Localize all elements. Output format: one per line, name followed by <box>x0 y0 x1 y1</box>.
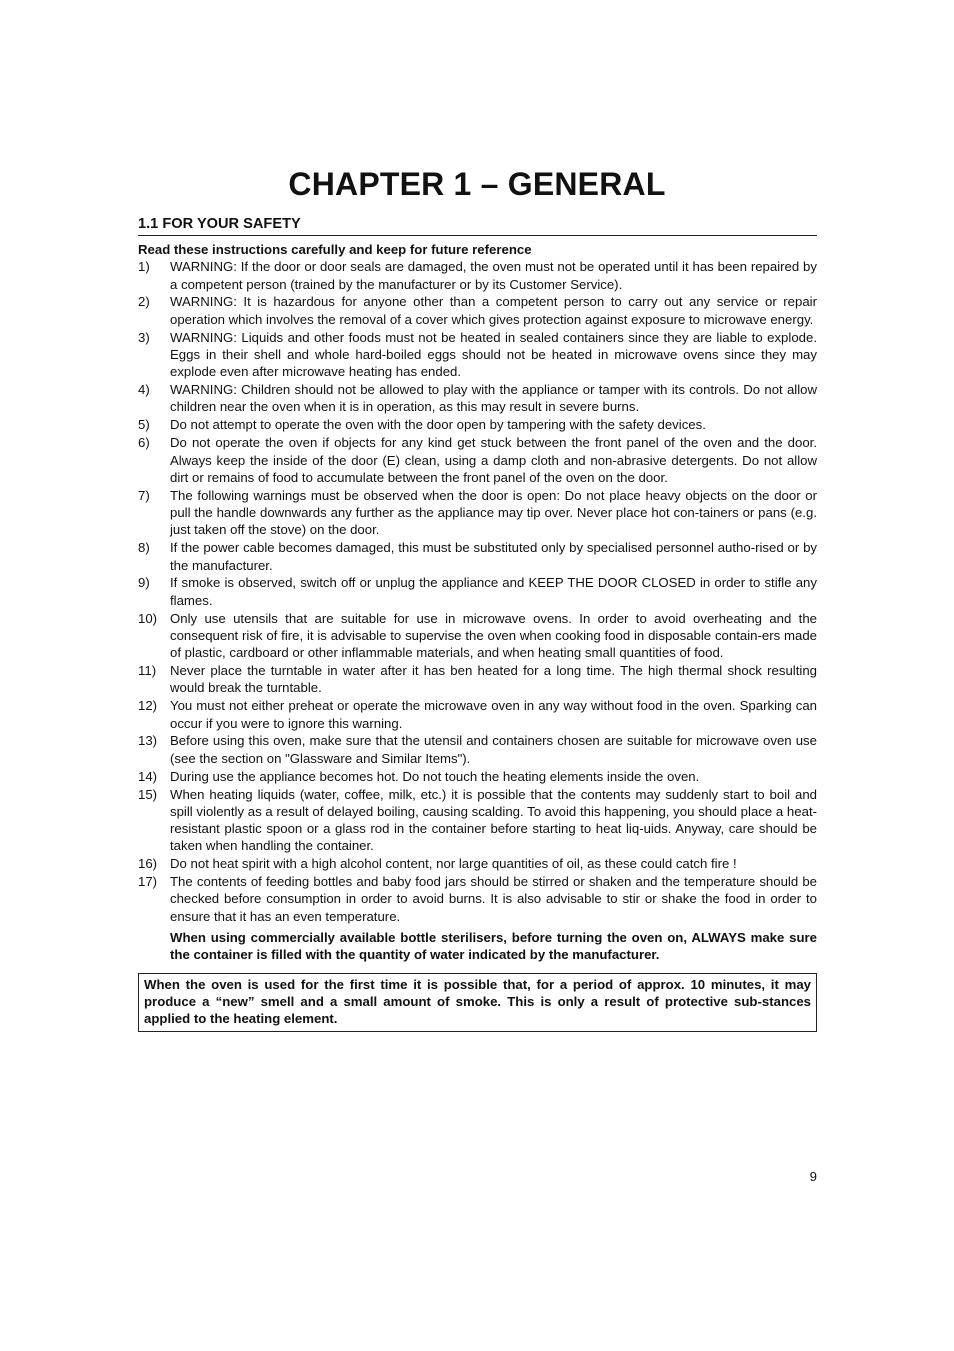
list-item <box>138 434 817 486</box>
safety-section <box>138 214 817 1032</box>
item-number: 15) <box>138 786 158 802</box>
list-item <box>138 697 817 732</box>
list-item <box>138 873 817 925</box>
section-intro: Read these instructions carefully and keep for future reference <box>138 242 532 257</box>
list-item <box>138 574 817 609</box>
item-number: 9) <box>138 575 150 591</box>
list-item <box>138 610 817 662</box>
item-number: 3) <box>138 329 150 345</box>
item-text: WARNING: Liquids and other foods must not be heated in sealed containers since they are liable to explode. Eggs in their shell and whole hard-boiled eggs should not be heated in microwave ovens since they may explode even after microwave heating has ended. <box>170 329 817 380</box>
list-item <box>138 329 817 381</box>
list-item <box>138 381 817 416</box>
item-text: WARNING: It is hazardous for anyone other than a competent person to carry out any service or repair operation which involves the removal of a cover which gives protection against exposure to microwave energy. <box>170 294 817 327</box>
section-heading: 1.1 FOR YOUR SAFETY <box>138 214 817 236</box>
list-item <box>138 487 817 539</box>
item-text: Do not operate the oven if objects for any kind get stuck between the front panel of the oven and the door. Always keep the inside of the door (E) clean, using a damp cloth and non-abrasive detergents. Do not allow dirt or remains of food to accumulate between the front panel of the oven on the door. <box>170 435 817 485</box>
item-text: Do not attempt to operate the oven with the door open by tampering with the safety devices. <box>170 417 706 433</box>
page-number: 9 <box>809 1169 817 1184</box>
list-item <box>138 855 817 872</box>
chapter-title: CHAPTER 1 – GENERAL <box>288 166 666 202</box>
item-text: Never place the turntable in water after it has ben heated for a long time. The high thermal shock resulting would break the turntable. <box>170 663 817 696</box>
item-text: During use the appliance becomes hot. Do not touch the heating elements inside the oven. <box>170 768 700 784</box>
list-item <box>138 293 817 328</box>
item-text: You must not either preheat or operate the microwave oven in any way without food in the oven. Sparking can occur if you were to ignore this warning. <box>170 698 817 731</box>
item-number: 10) <box>138 610 158 626</box>
item-text: The following warnings must be observed when the door is open: Do not place heavy objects on the door or pull the handle downwards any further as the appliance may tip over. Never place hot con-tainers or pans (e.g. just taken off the stove) on the door. <box>170 487 817 538</box>
sterilizer-note: When using commercially available bottle sterilisers, before turning the oven on, ALWAYS make sure the container is filled with the quantity of water indicated by the manufacturer. <box>170 930 817 963</box>
item-number: 12) <box>138 698 158 714</box>
item-number: 7) <box>138 487 150 503</box>
item-number: 2) <box>138 294 150 310</box>
item-number: 16) <box>138 856 158 872</box>
first-use-notice-box: When the oven is used for the first time it is possible that, for a period of approx. 10 minutes, it may produce a “new” smell and a small amount of smoke. This is only a result of protective sub-stances applied to the heating element. <box>138 973 817 1032</box>
item-text: If smoke is observed, switch off or unplug the appliance and KEEP THE DOOR CLOSED in order to stifle any flames. <box>170 575 817 608</box>
list-item <box>138 786 817 855</box>
item-number: 17) <box>138 874 158 890</box>
item-text: Do not heat spirit with a high alcohol content, nor large quantities of oil, as these could catch fire ! <box>170 856 737 872</box>
item-text: If the power cable becomes damaged, this must be substituted only by specialised personnel autho-rised or by the manufacturer. <box>170 540 817 573</box>
item-text: The contents of feeding bottles and baby food jars should be stirred or shaken and the temperature should be checked before consumption in order to avoid burns. It is also advisable to stir or shake the food in order to ensure that it has an even temperature. <box>170 874 817 924</box>
item-number: 11) <box>138 663 157 679</box>
list-item <box>138 732 817 767</box>
item-text: WARNING: Children should not be allowed to play with the appliance or tamper with its controls. Do not allow children near the oven when it is in operation, as this may result in severe burns. <box>170 382 817 415</box>
list-item <box>138 539 817 574</box>
item-text: WARNING: If the door or door seals are damaged, the oven must not be operated until it has been repaired by a competent person (trained by the manufacturer or by its Customer Service). <box>170 259 817 292</box>
item-number: 1) <box>138 259 150 275</box>
list-item <box>138 662 817 697</box>
item-text: When heating liquids (water, coffee, milk, etc.) it is possible that the contents may suddenly start to boil and spill violently as a result of delayed boiling, causing scalding. To avoid this happening, you should place a heat-resistant plastic spoon or a glass rod in the container before starting to heat liq-uids. Anyway, care should be taken when handling the container. <box>170 786 817 854</box>
item-text: Before using this oven, make sure that the utensil and containers chosen are suitable for microwave oven use (see the section on "Glassware and Similar Items"). <box>170 733 817 766</box>
item-text: Only use utensils that are suitable for use in microwave ovens. In order to avoid overheating and the consequent risk of fire, it is advisable to supervise the oven when cooking food in disposable contain-ers made of plastic, cardboard or other inflammable materials, and when heating small quantities of food. <box>170 610 817 661</box>
list-item <box>138 416 817 433</box>
list-item <box>138 768 817 785</box>
item-number: 14) <box>138 768 158 784</box>
item-number: 5) <box>138 417 150 433</box>
item-number: 8) <box>138 540 150 556</box>
item-number: 6) <box>138 435 150 451</box>
item-number: 4) <box>138 382 150 398</box>
item-number: 13) <box>138 733 158 749</box>
safety-list <box>138 258 817 925</box>
list-item <box>138 258 817 293</box>
